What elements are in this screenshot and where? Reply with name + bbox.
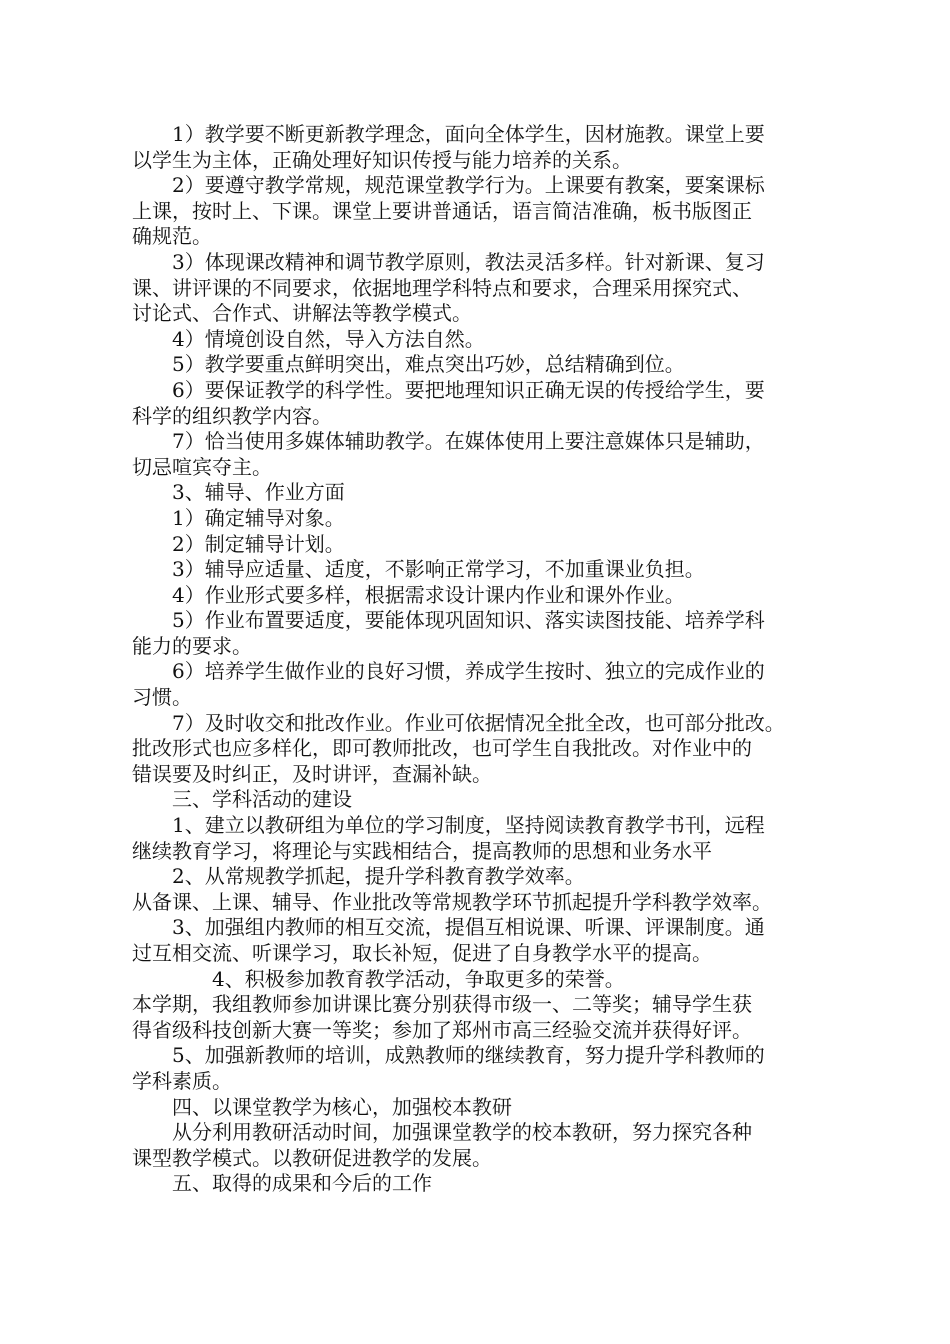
text-line: 7）恰当使用多媒体辅助教学。在媒体使用上要注意媒体只是辅助， xyxy=(172,429,765,454)
text-line: 以学生为主体，正确处理好知识传授与能力培养的关系。 xyxy=(132,147,632,172)
text-line: 5）教学要重点鲜明突出，难点突出巧妙，总结精确到位。 xyxy=(172,352,685,377)
text-line: 习惯。 xyxy=(132,685,192,710)
text-line: 4）作业形式要多样，根据需求设计课内作业和课外作业。 xyxy=(172,582,685,607)
text-line: 5）作业布置要适度，要能体现巩固知识、落实读图技能、培养学科 xyxy=(172,608,765,633)
text-line: 得省级科技创新大赛一等奖；参加了郑州市高三经验交流并获得好评。 xyxy=(132,1017,752,1042)
text-line: 学科素质。 xyxy=(132,1068,232,1093)
text-line: 确规范。 xyxy=(132,224,212,249)
text-line: 3、加强组内教师的相互交流，提倡互相说课、听课、评课制度。通 xyxy=(172,915,765,940)
text-line: 科学的组织教学内容。 xyxy=(132,403,332,428)
text-line: 2）制定辅导计划。 xyxy=(172,531,345,556)
text-line: 3、辅导、作业方面 xyxy=(172,480,345,505)
text-line: 从备课、上课、辅导、作业批改等常规教学环节抓起提升学科教学效率。 xyxy=(132,889,772,914)
text-line: 四、以课堂教学为核心，加强校本教研 xyxy=(172,1094,512,1119)
text-line: 4、积极参加教育教学活动，争取更多的荣誉。 xyxy=(212,966,625,991)
text-line: 1）确定辅导对象。 xyxy=(172,505,345,530)
text-line: 三、学科活动的建设 xyxy=(172,787,352,812)
text-line: 上课，按时上、下课。课堂上要讲普通话，语言简洁准确，板书版图正 xyxy=(132,198,752,223)
text-line: 切忌喧宾夺主。 xyxy=(132,454,272,479)
text-line: 课、讲评课的不同要求，依据地理学科特点和要求，合理采用探究式、 xyxy=(132,275,752,300)
text-line: 批改形式也应多样化，即可教师批改，也可学生自我批改。对作业中的 xyxy=(132,736,752,761)
text-line: 3）体现课改精神和调节教学原则，教法灵活多样。针对新课、复习 xyxy=(172,249,765,274)
text-line: 1）教学要不断更新教学理念，面向全体学生，因材施教。课堂上要 xyxy=(172,122,765,146)
text-line: 6）要保证教学的科学性。要把地理知识正确无误的传授给学生，要 xyxy=(172,377,765,402)
text-line: 7）及时收交和批改作业。作业可依据情况全批全改，也可部分批改。 xyxy=(172,710,785,735)
text-line: 从分利用教研活动时间，加强课堂教学的校本教研，努力探究各种 xyxy=(172,1120,752,1145)
text-line: 3）辅导应适量、适度，不影响正常学习，不加重课业负担。 xyxy=(172,557,705,582)
text-line: 能力的要求。 xyxy=(132,633,252,658)
text-line: 2）要遵守教学常规，规范课堂教学行为。上课要有教案，要案课标 xyxy=(172,173,765,198)
text-line: 讨论式、合作式、讲解法等教学模式。 xyxy=(132,301,472,326)
text-line: 2、从常规教学抓起，提升学科教育教学效率。 xyxy=(172,864,585,889)
text-line: 错误要及时纠正，及时讲评，查漏补缺。 xyxy=(132,761,492,786)
text-line: 课型教学模式。以教研促进教学的发展。 xyxy=(132,1145,492,1170)
document-body xyxy=(132,122,852,1197)
text-line: 1、建立以教研组为单位的学习制度，坚持阅读教育教学书刊，远程 xyxy=(172,813,765,838)
text-line: 6）培养学生做作业的良好习惯，养成学生按时、独立的完成作业的 xyxy=(172,659,765,684)
text-line: 4）情境创设自然，导入方法自然。 xyxy=(172,326,485,351)
text-line: 5、加强新教师的培训，成熟教师的继续教育，努力提升学科教师的 xyxy=(172,1043,765,1068)
text-line: 五、取得的成果和今后的工作 xyxy=(172,1171,432,1196)
text-line: 继续教育学习，将理论与实践相结合，提高教师的思想和业务水平 xyxy=(132,838,712,863)
text-line: 过互相交流、听课学习，取长补短，促进了自身教学水平的提高。 xyxy=(132,941,712,965)
text-line: 本学期，我组教师参加讲课比赛分别获得市级一、二等奖；辅导学生获 xyxy=(132,992,752,1017)
